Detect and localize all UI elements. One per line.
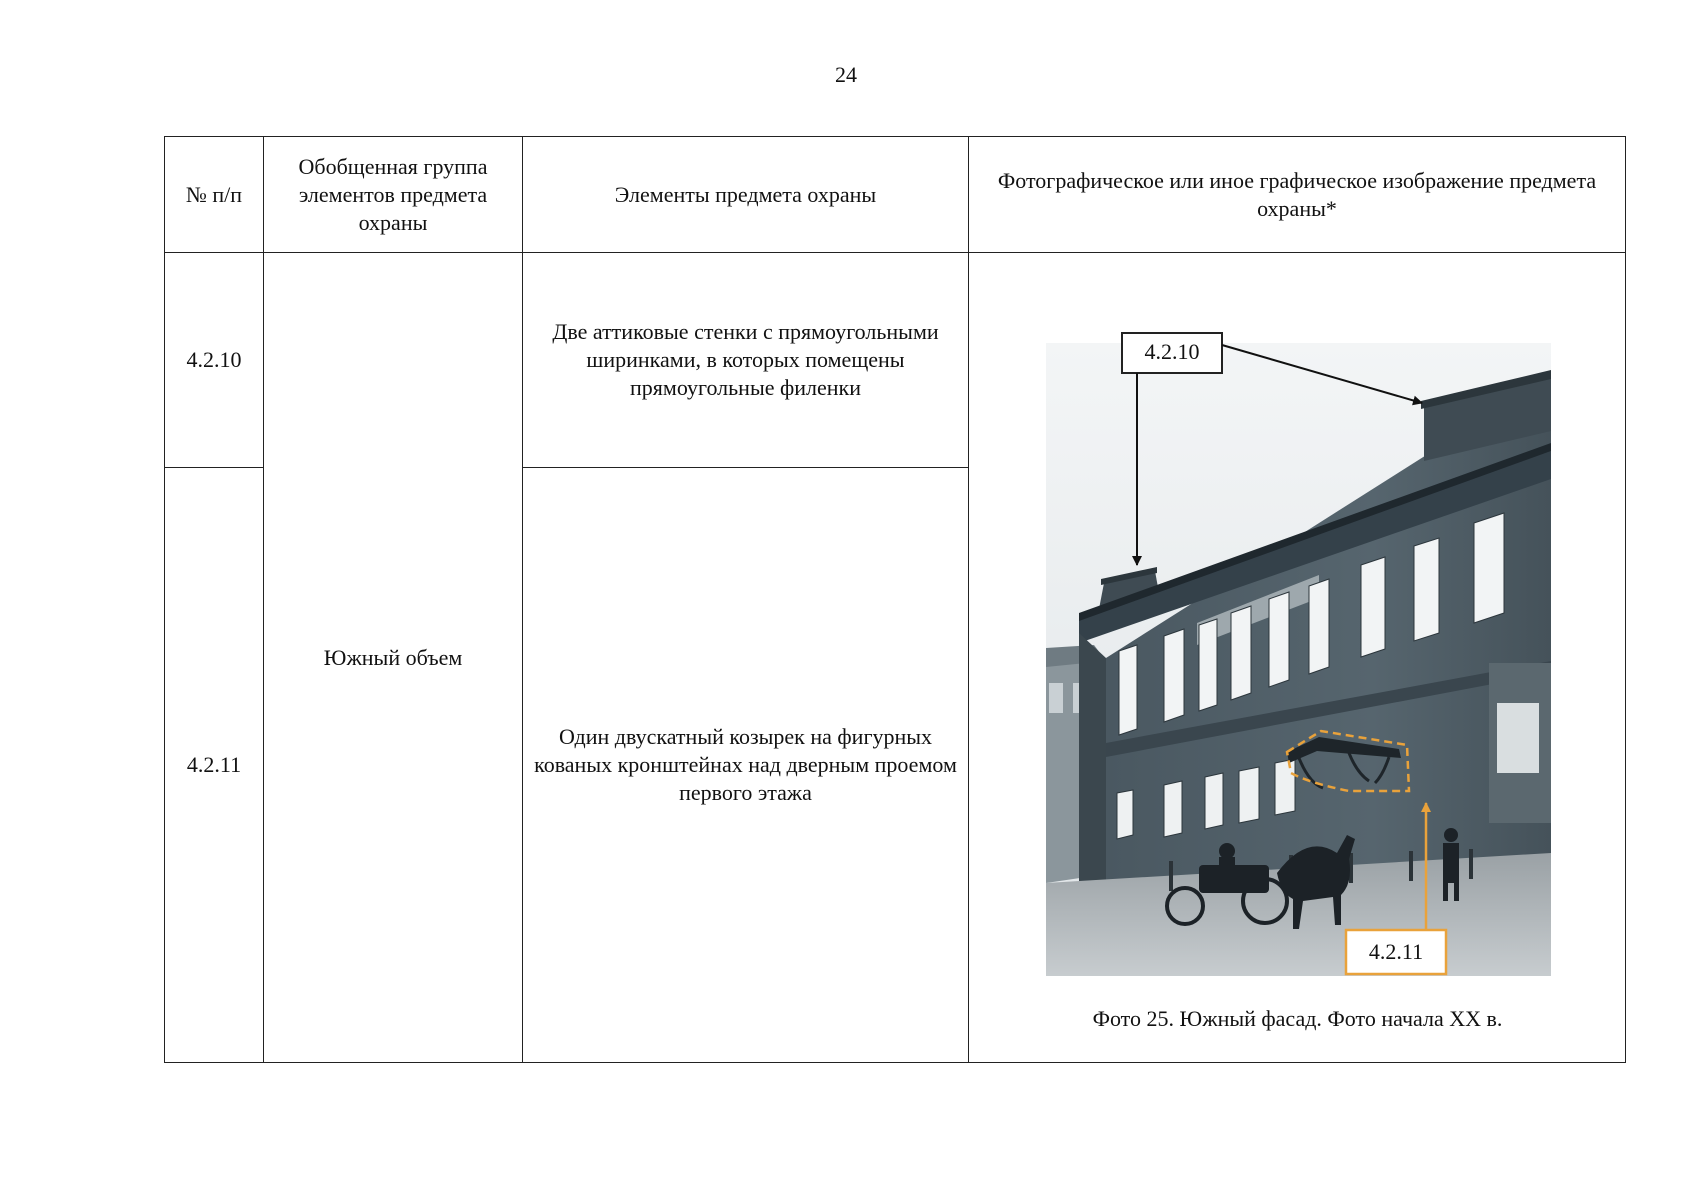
row-num: 4.2.11: [165, 468, 264, 1063]
row-num: 4.2.10: [165, 253, 264, 468]
header-elements: Элементы предмета охраны: [523, 137, 969, 253]
element-description: Один двускатный козырек на фигурных кованых кронштейнах над дверным проемом первого этажа: [523, 468, 969, 1063]
image-cell: [969, 253, 1626, 1063]
figure-caption: Фото 25. Южный фасад. Фото начала XX в.: [1092, 1006, 1503, 1031]
header-group: Обобщенная группа элементов предмета охраны: [264, 137, 523, 253]
protection-table: [164, 136, 1626, 1063]
header-num: № п/п: [165, 137, 264, 253]
table-header-row: [165, 137, 1626, 253]
callout-label-bottom: 4.2.11: [1368, 939, 1424, 964]
building-photo: [969, 253, 1626, 1061]
page-number: 24: [835, 62, 857, 87]
figure: [969, 253, 1626, 1061]
callout-label-top: 4.2.10: [1144, 339, 1200, 364]
group-cell: Южный объем: [264, 253, 523, 1063]
table-row: [165, 253, 1626, 468]
element-description: Две аттиковые стенки с прямоугольными ширинками, в которых помещены прямоугольные филенки: [523, 253, 969, 468]
header-image: Фотографическое или иное графическое изображение предмета охраны*: [969, 137, 1626, 253]
